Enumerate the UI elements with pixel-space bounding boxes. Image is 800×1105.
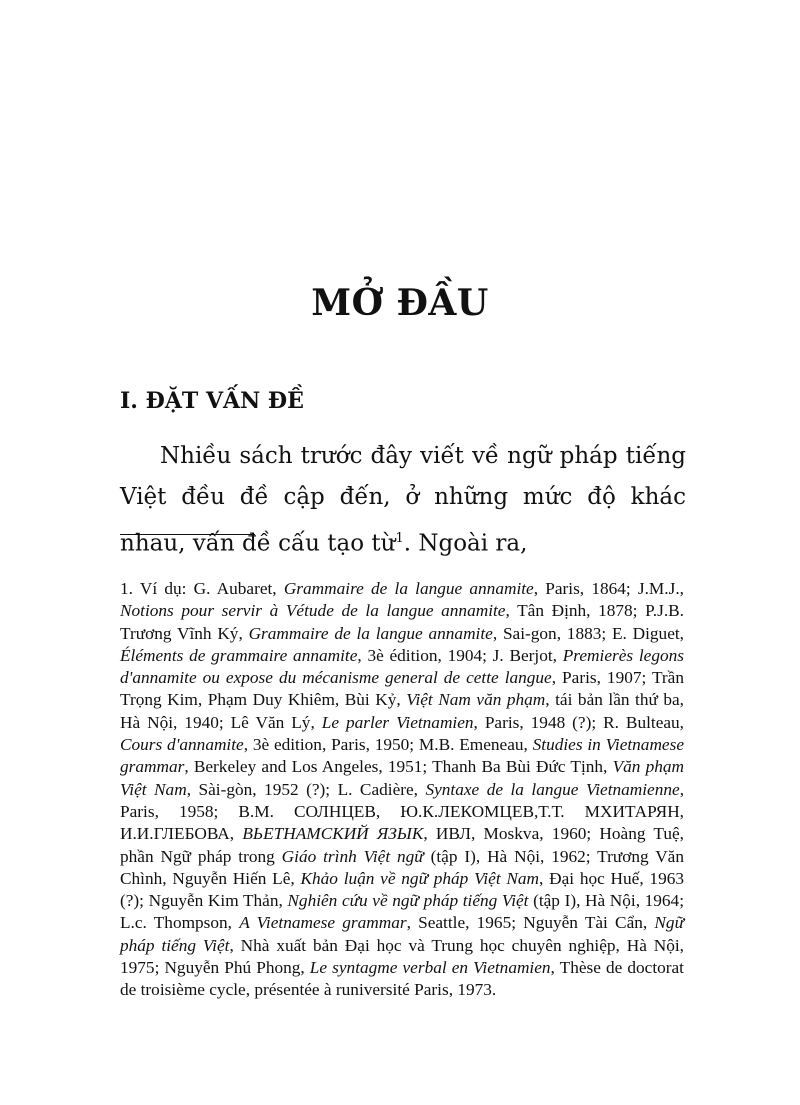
footnote-italic-title: Éléments de grammaire annamite xyxy=(120,645,358,665)
footnote-text: , Seattle, 1965; Nguyễn Tài Cẩn, xyxy=(406,913,655,933)
footnote-text: , tái bản lần thứ ba, Hà Nội, 1940; Lê Văn Lý, xyxy=(120,690,684,732)
footnote-text: , Paris, 1958; B.M. СОЛНЦЕВ, Ю.К.ЛЕКОМЦЕВ,Т.Т. МХИТАРЯН, И.И.ГЛЕБОВА, xyxy=(120,779,685,844)
footnote-text: (tập I), Hà Nội, 1964; L.c. Thompson, xyxy=(120,891,684,933)
footnote-text: , Đại học Huế, 1963 (?); Nguyễn Kim Thản, xyxy=(120,868,684,911)
footnote-text: , Paris, 1907; Trần Trọng Kim, Phạm Duy Khiêm, Bùi Kỷ, xyxy=(120,668,684,710)
footnote-italic-title: Studies in Vietnamese grammar xyxy=(120,735,684,777)
footnote-italic-title: Nghiên cứu về ngữ pháp tiếng Việt xyxy=(287,891,529,911)
footnote-text: , Berkeley and Los Angeles, 1951; Thanh Ba Bùi Đức Tịnh, xyxy=(184,757,613,777)
section-heading: I. ĐẶT VẤN ĐỀ xyxy=(120,388,304,414)
footnote-italic-title: Le syntagme verbal en Vietnamien xyxy=(309,958,551,978)
footnote-italic-title: Việt Nam văn phạm xyxy=(406,690,546,710)
footnote-divider xyxy=(120,534,255,535)
footnote-italic-title: Grammaire de la langue annamite xyxy=(248,623,493,643)
footnote-text: , Nhà xuất bản Đại học và Trung học chuyên nghiệp, Hà Nội, 1975; Nguyễn Phú Phong, xyxy=(120,935,684,978)
body-paragraph xyxy=(120,436,686,565)
footnote-reference: 1 xyxy=(395,531,404,546)
footnote-text: , Paris, 1864; J.M.J., xyxy=(533,579,684,598)
footnote-text: , Tân Định, 1878; P.J.B. Trương Vĩnh Ký, xyxy=(120,601,684,643)
footnote-text: , 3è edition, Paris, 1950; M.B. Emeneau, xyxy=(243,735,533,755)
footnote-italic-title: Syntaxe de la langue Vietnamienne xyxy=(425,779,680,799)
footnote-text: , Sài-gòn, 1952 (?); L. Cadière, xyxy=(186,779,426,799)
footnote-italic-title: Premierès legons d'annamite ou expose du mécanisme general de cette langue xyxy=(120,645,684,688)
footnote-text: (tập I), Hà Nội, 1962; Trương Văn Chình, Nguyễn Hiến Lê, xyxy=(120,846,684,888)
footnote-italic-title: Le parler Vietnamien xyxy=(321,712,474,732)
footnote xyxy=(120,578,684,1002)
footnote-italic-title: Cours d'annamite xyxy=(120,735,244,755)
footnote-italic-title: A Vietnamese grammar xyxy=(239,913,407,933)
footnote-italic-title: Notions pour servir à Vétude de la langue annamite xyxy=(120,601,506,621)
footnote-text: , 3è édition, 1904; J. Berjot, xyxy=(357,645,563,665)
footnote-italic-title: Khảo luận về ngữ pháp Việt Nam xyxy=(300,868,540,888)
paragraph-text: Nhiều sách trước đây viết về ngữ pháp tiếng Việt đều đề cập đến, ở những mức độ khác nhau, vấn đề cấu tạo từ xyxy=(120,443,686,557)
paragraph-text-after: . Ngoài ra, xyxy=(403,530,528,557)
footnote-italic-title: Giáo trình Việt ngữ xyxy=(281,846,424,866)
chapter-title: MỞ ĐẦU xyxy=(311,282,489,324)
footnote-italic-title: Văn phạm Việt Nam xyxy=(120,757,684,799)
footnote-italic-title: Grammaire de la langue annamite xyxy=(283,579,534,598)
footnote-text: 1. Ví dụ: G. Aubaret, xyxy=(120,579,284,598)
footnote-italic-title: Ngữ pháp tiếng Việt xyxy=(120,913,684,955)
footnote-text: , Paris, 1948 (?); R. Bulteau, xyxy=(473,712,684,732)
footnote-text: , Sai-gon, 1883; E. Diguet, xyxy=(492,623,684,643)
footnote-text: , Thèse de doctorat de troisième cycle, présentée à runiversité Paris, 1973. xyxy=(120,958,684,1000)
footnote-text: , ИВЛ, Moskva, 1960; Hoàng Tuệ, phần Ngữ pháp trong xyxy=(120,824,684,866)
footnote-italic-title: ВЬЕТНАМСКИЙ ЯЗЫК xyxy=(242,824,424,844)
